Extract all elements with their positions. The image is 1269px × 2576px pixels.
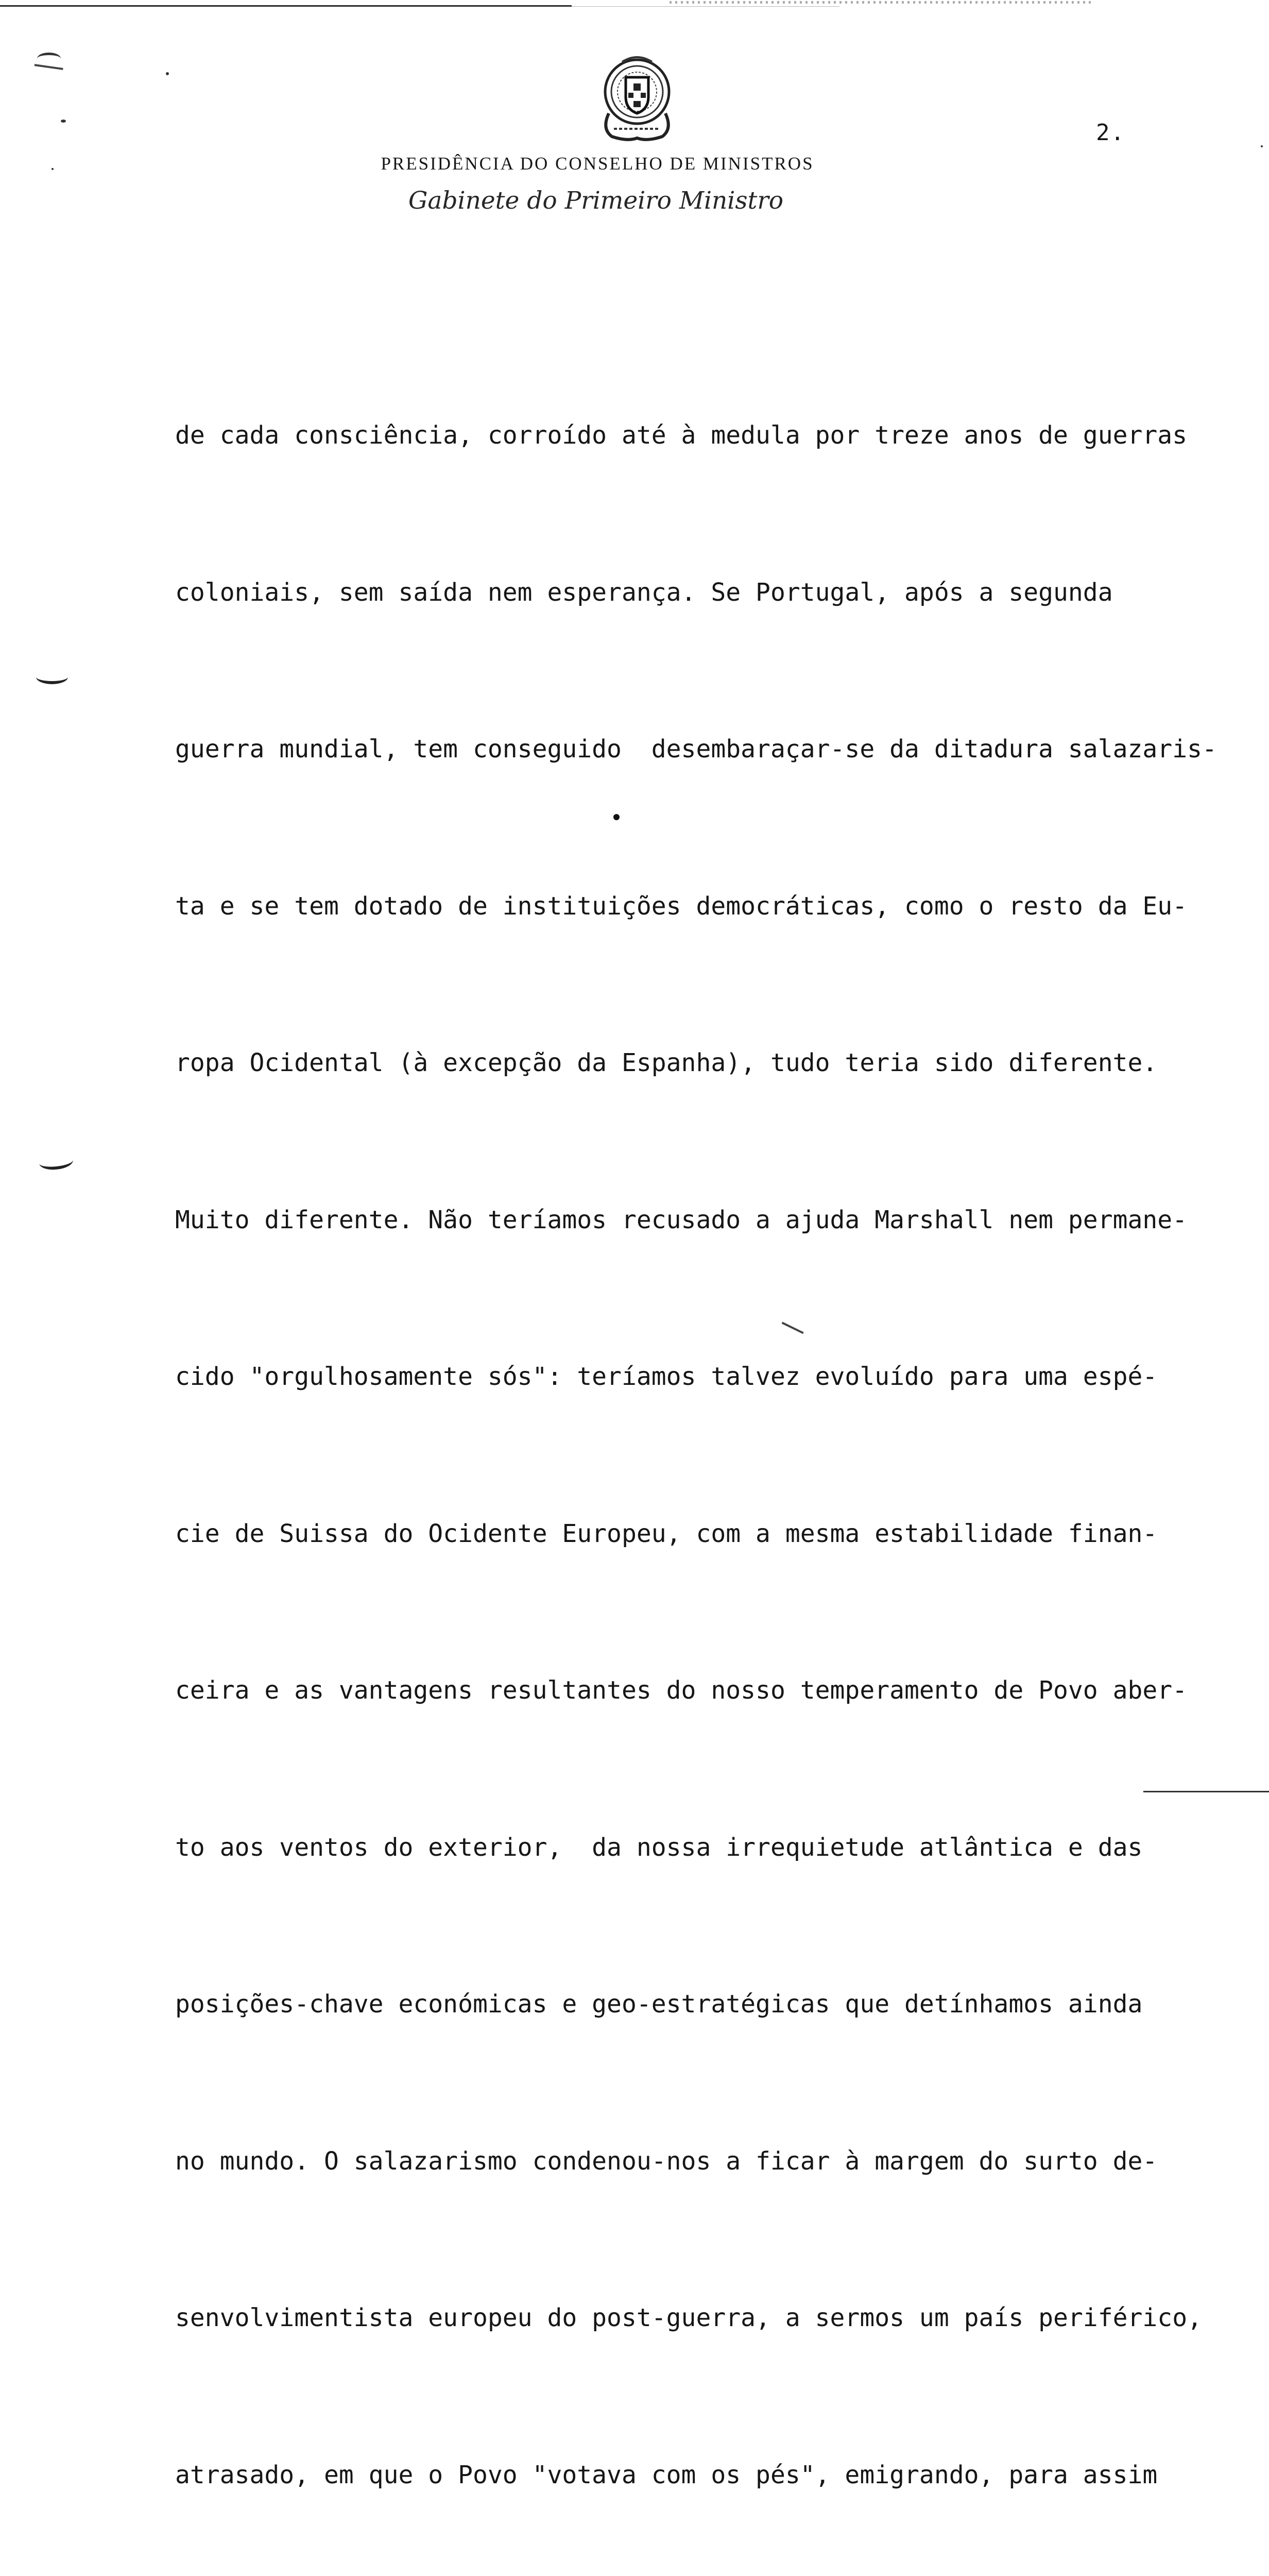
margin-scribble	[37, 53, 61, 64]
body-line: Muito diferente. Não teríamos recusado a ajuda Marshall nem permane-	[175, 1205, 1188, 1234]
office-subtitle-handwritten	[0, 187, 1269, 215]
body-line: guerra mundial, tem conseguido desembaraçar-se da ditadura salazaris-	[175, 735, 1217, 764]
document-body	[175, 305, 1236, 2576]
ink-speck	[61, 120, 66, 123]
body-line: posições-chave económicas e geo-estratégicas que detínhamos ainda	[175, 1990, 1143, 2019]
office-subtitle-text: Gabinete do Primeiro Ministro	[408, 187, 784, 215]
body-line: de cada consciência, corroído até à medula por treze anos de guerras	[175, 421, 1188, 450]
page-number: 2.	[1096, 120, 1125, 146]
ink-speck	[166, 72, 169, 75]
top-edge-artifact	[670, 1, 1092, 4]
margin-check-mark	[36, 670, 68, 684]
body-line: atrasado, em que o Povo "votava com os pés", emigrando, para assim	[175, 2460, 1158, 2489]
body-line: coloniais, sem saída nem esperança. Se Portugal, após a segunda	[175, 578, 1113, 607]
body-line: ceira e as vantagens resultantes do nosso temperamento de Povo aber-	[175, 1676, 1188, 1705]
body-line: cie de Suissa do Ocidente Europeu, com a mesma estabilidade finan-	[175, 1519, 1158, 1548]
office-title	[0, 154, 1269, 174]
body-line: ta e se tem dotado de instituições democráticas, como o resto da Eu-	[175, 891, 1188, 921]
body-line: no mundo. O salazarismo condenou-nos a ficar à margem do surto de-	[175, 2146, 1158, 2176]
body-line: ropa Ocidental (à excepção da Espanha), tudo teria sido diferente.	[175, 1048, 1158, 1077]
ink-speck	[1261, 145, 1263, 147]
top-border-line	[0, 5, 572, 7]
body-line: to aos ventos do exterior, da nossa irrequietude atlântica e das	[175, 1833, 1143, 1862]
coat-of-arms-emblem	[591, 52, 683, 144]
bottom-edge-line	[1143, 1791, 1269, 1792]
body-line: senvolvimentista europeu do post-guerra, a sermos um país periférico,	[175, 2303, 1202, 2332]
margin-check-mark	[39, 1153, 74, 1172]
margin-scribble	[33, 64, 63, 75]
top-border-line-faint	[572, 6, 839, 7]
body-line: cido "orgulhosamente sós": teríamos talvez evoluído para uma espé-	[175, 1362, 1158, 1391]
office-title-text: PRESIDÊNCIA DO CONSELHO DE MINISTROS	[381, 154, 814, 174]
